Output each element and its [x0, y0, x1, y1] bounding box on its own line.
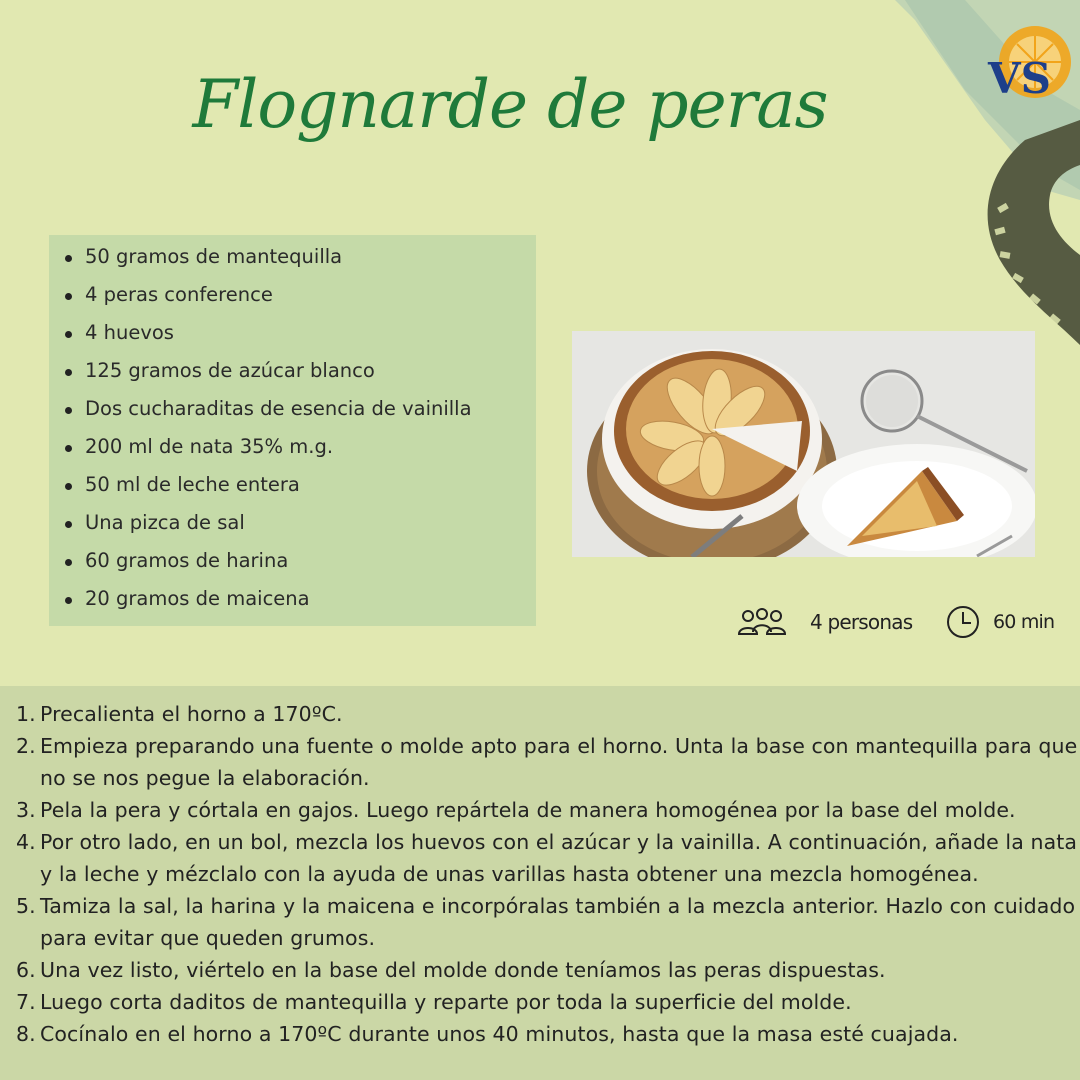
ingredient-item: Una pizca de sal	[85, 507, 536, 545]
ingredient-item: 200 ml de nata 35% m.g.	[85, 431, 536, 469]
step-text: Una vez listo, viértelo en la base del molde donde teníamos las peras dispuestas.	[40, 958, 886, 982]
servings-info	[738, 600, 912, 644]
step-item	[16, 986, 1080, 1018]
steps-box	[0, 686, 1080, 1080]
ingredients-box	[49, 235, 536, 626]
step-number: 1.	[16, 702, 36, 726]
ingredient-item: 50 gramos de mantequilla	[85, 241, 536, 279]
ingredient-item: 125 gramos de azúcar blanco	[85, 355, 536, 393]
film-strip-decoration	[895, 0, 1080, 345]
step-number: 4.	[16, 830, 36, 854]
step-number: 5.	[16, 894, 36, 918]
step-item	[16, 730, 1080, 794]
step-number: 3.	[16, 798, 36, 822]
step-text: Cocínalo en el horno a 170ºC durante unos 40 minutos, hasta que la masa esté cuajada.	[40, 1022, 959, 1046]
servings-label: 4 personas	[810, 610, 913, 634]
step-text: Luego corta daditos de mantequilla y reparte por toda la superficie del molde.	[40, 990, 852, 1014]
step-text: Precalienta el horno a 170ºC.	[40, 702, 343, 726]
recipe-title: Flognarde de peras	[192, 66, 828, 143]
steps-list	[0, 686, 1080, 1050]
ingredient-item: 60 gramos de harina	[85, 545, 536, 583]
step-item	[16, 826, 1080, 890]
ingredient-item: Dos cucharaditas de esencia de vainilla	[85, 393, 536, 431]
ingredient-item: 4 peras conference	[85, 279, 536, 317]
step-text: Por otro lado, en un bol, mezcla los huevos con el azúcar y la vainilla. A continuación, añade la nata y la leche y mézclalo con la ayuda de unas varillas hasta obtener una mezcla homogénea.	[40, 830, 1078, 886]
time-info	[946, 600, 1054, 644]
ingredient-item: 20 gramos de maicena	[85, 583, 536, 621]
step-item	[16, 1018, 1080, 1050]
step-text: Empieza preparando una fuente o molde apto para el horno. Unta la base con mantequilla para que no se nos pegue la elaboración.	[40, 734, 1078, 790]
step-number: 2.	[16, 734, 36, 758]
step-item	[16, 890, 1080, 954]
step-text: Tamiza la sal, la harina y la maicena e incorpóralas también a la mezcla anterior. Hazlo con cuidado para evitar que queden grumos.	[40, 894, 1076, 950]
step-number: 7.	[16, 990, 36, 1014]
clock-icon	[946, 605, 980, 639]
step-item	[16, 698, 1080, 730]
step-item	[16, 954, 1080, 986]
ingredients-list	[49, 241, 536, 621]
ingredient-item: 4 huevos	[85, 317, 536, 355]
recipe-photo	[572, 331, 1035, 557]
step-item	[16, 794, 1080, 826]
ingredient-item: 50 ml de leche entera	[85, 469, 536, 507]
step-number: 8.	[16, 1022, 36, 1046]
people-icon	[738, 607, 786, 637]
logo-initials: VS	[988, 54, 1051, 103]
step-text: Pela la pera y córtala en gajos. Luego repártela de manera homogénea por la base del molde.	[40, 798, 1016, 822]
step-number: 6.	[16, 958, 36, 982]
time-label: 60 min	[993, 611, 1055, 633]
